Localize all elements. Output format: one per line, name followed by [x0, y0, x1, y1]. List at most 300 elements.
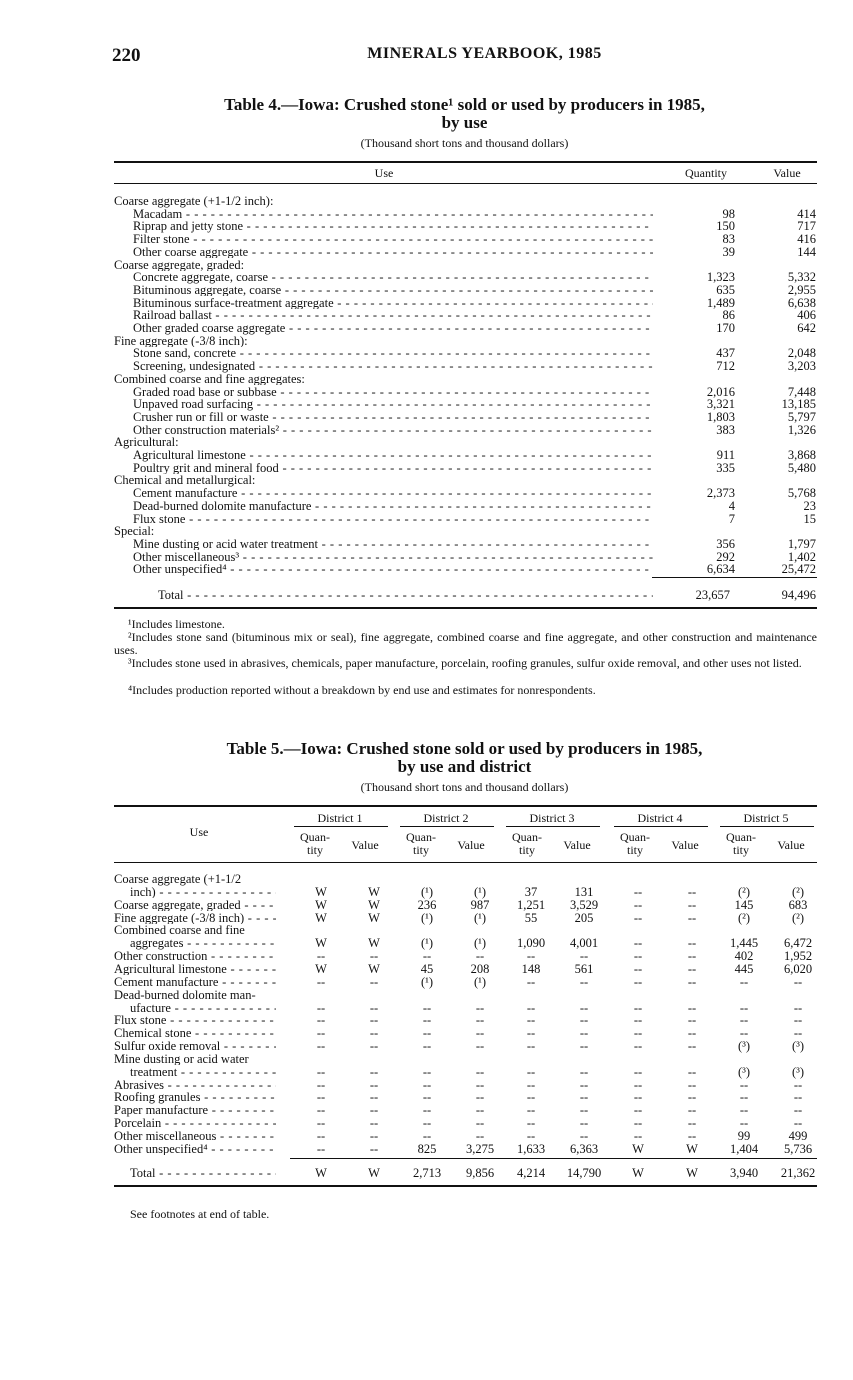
- table5-cell-value: --: [579, 1064, 589, 1079]
- table5-cell-value: --: [633, 910, 643, 925]
- table5-total-cell: [564, 1167, 604, 1180]
- table5-cell: [354, 1040, 394, 1053]
- table5-cell: [618, 950, 658, 963]
- table4-value: 3,868: [787, 448, 816, 462]
- table5-cell: [618, 963, 658, 976]
- table5-row-label: Flux stone - - -: [114, 1014, 276, 1027]
- table5-cell-value: --: [526, 1077, 536, 1092]
- table5-cell-value: --: [687, 1026, 697, 1041]
- table4-row-label: Bituminous surface-treatment aggregate - - -: [133, 297, 653, 310]
- table5-row: [130, 937, 276, 950]
- table5-cell-value: --: [475, 1116, 485, 1131]
- table4-row: [133, 284, 653, 297]
- table5-cell-value: 825: [417, 1141, 437, 1156]
- table5-cell-value: (¹): [420, 974, 434, 989]
- table5-cell-value: --: [475, 1000, 485, 1015]
- table5-row-label: Combined coarse and fine: [114, 924, 245, 937]
- table5-cell: [407, 899, 447, 912]
- table5-cell: [354, 1091, 394, 1104]
- table5-cell-value: --: [369, 1141, 379, 1156]
- table5-total-value: 4,214: [516, 1166, 546, 1180]
- table4-value: 2,955: [787, 282, 816, 297]
- table5-cell-value: --: [316, 974, 326, 989]
- table5-cell: [511, 1130, 551, 1143]
- table5-subheader-quantity: Quan- tity: [726, 830, 756, 857]
- table5-cell: [618, 1040, 658, 1053]
- table5-row: [114, 912, 276, 925]
- table5-cell-value: --: [633, 1077, 643, 1092]
- table5-cell: [301, 1066, 341, 1079]
- table5-cell-value: --: [739, 1116, 749, 1131]
- table4-value-cell: [750, 322, 816, 335]
- table5-cell-value: --: [316, 1013, 326, 1028]
- table4-quantity-cell: [660, 500, 735, 513]
- table4-quantity-cell: [660, 487, 735, 500]
- table5-cell: [511, 1117, 551, 1130]
- table5-cell: [460, 1027, 500, 1040]
- table5-cell: [672, 1117, 712, 1130]
- table4-value: 144: [797, 244, 816, 259]
- table4-quantity-cell: [660, 322, 735, 335]
- table5-total-value: W: [686, 1166, 698, 1180]
- table5-cell-value: --: [369, 1090, 379, 1105]
- table4-row-label: Mine dusting or acid water treatment - - -: [133, 538, 653, 551]
- table5-cell-value: --: [526, 1064, 536, 1079]
- table4-value: 2,048: [787, 346, 816, 361]
- table5-row: [114, 1027, 276, 1040]
- table5-cell-value: --: [369, 1077, 379, 1092]
- table5-cell: [460, 1002, 500, 1015]
- table5-cell: [564, 1027, 604, 1040]
- table5-cell: [618, 1014, 658, 1027]
- table5-cell-value: --: [369, 1000, 379, 1015]
- table5-cell-value: 145: [734, 897, 754, 912]
- table4-row-label: Cement manufacture - - -: [133, 487, 653, 500]
- table5-cell-value: 1,404: [729, 1141, 759, 1156]
- table4-quantity-cell: [660, 220, 735, 233]
- table4-value-cell: [750, 297, 816, 310]
- table5-district-header: District 3: [529, 811, 575, 825]
- table5-total-cell: [407, 1167, 447, 1180]
- table5-cell-value: W: [686, 1141, 698, 1156]
- table5-row: [114, 950, 276, 963]
- table5-cell-value: --: [526, 1013, 536, 1028]
- table5-cell-value: --: [579, 1129, 589, 1143]
- table4-footnote-2: ²Includes stone sand (bituminous mix or seal), fine aggregate, combined coarse and fine aggregate, and other construction and maintenance uses.: [114, 630, 817, 657]
- running-title: MINERALS YEARBOOK, 1985: [367, 45, 602, 62]
- table5-cell: [511, 1040, 551, 1053]
- table4-top-rule: [114, 161, 817, 163]
- table4-value: 5,480: [787, 460, 816, 475]
- table5-cell: [301, 937, 341, 950]
- table4-row-label: Bituminous aggregate, coarse - - -: [133, 284, 653, 297]
- table5-row-label: aggregates - - -: [130, 937, 276, 950]
- table5-cell-value: --: [316, 1141, 326, 1156]
- table5-row: [114, 924, 276, 937]
- table5-cell: [354, 963, 394, 976]
- table5-cell-value: --: [739, 1026, 749, 1041]
- table5-row: [114, 899, 276, 912]
- table5-row: [114, 1104, 276, 1117]
- table5-row: [130, 886, 276, 899]
- table5-cell: [778, 899, 818, 912]
- table5-subheader-quantity: Quan- tity: [512, 830, 542, 857]
- table5-cell: [407, 963, 447, 976]
- table4-value: 406: [797, 308, 816, 323]
- table5-cell: [618, 1079, 658, 1092]
- table5-total-cell: [301, 1167, 341, 1180]
- table5-cell: [778, 1104, 818, 1117]
- table5-cell: [301, 976, 341, 989]
- table5-row-label: Mine dusting or acid water: [114, 1052, 249, 1066]
- table5-cell-value: --: [579, 1103, 589, 1118]
- table5-cell: [511, 1014, 551, 1027]
- table5-cell: [778, 1130, 818, 1143]
- table5-cell: [618, 1143, 658, 1156]
- table5-row: [114, 1079, 276, 1092]
- table5-cell-value: --: [579, 1000, 589, 1015]
- table5-cell-value: --: [579, 1090, 589, 1105]
- table5-cell: [564, 912, 604, 925]
- table5-title-line2: by use and district: [397, 757, 532, 776]
- table4-value: 416: [797, 232, 816, 247]
- table5-row-label: Roofing granules - - -: [114, 1091, 276, 1104]
- table5-row-label: Paper manufacture - - -: [114, 1104, 276, 1117]
- table5-cell-value: --: [422, 1090, 432, 1105]
- table5-row-label: Sulfur oxide removal - - -: [114, 1040, 276, 1053]
- table5-cell: [460, 886, 500, 899]
- table4-quantity: 356: [716, 536, 735, 551]
- table5-cell-value: 561: [574, 961, 594, 976]
- table4-row: [114, 525, 653, 538]
- table5-cell-value: 6,472: [783, 936, 813, 951]
- table5-cell: [407, 1091, 447, 1104]
- table5-cell: [354, 1104, 394, 1117]
- table5-cell: [460, 899, 500, 912]
- table5-cell-value: --: [316, 1129, 326, 1143]
- table4-row-label: Other construction materials² - - -: [133, 424, 653, 437]
- table5-row-label: inch) - - -: [130, 886, 276, 899]
- table5-cell-value: --: [739, 1090, 749, 1105]
- table5-subheader-quantity: Quan- tity: [406, 830, 436, 857]
- table5-title-line1: Table 5.—Iowa: Crushed stone sold or used by producers in 1985,: [226, 739, 703, 758]
- table5-cell-value: 6,363: [569, 1141, 599, 1156]
- table5-cell: [460, 976, 500, 989]
- table4-row: [133, 347, 653, 360]
- table5-subheader-value: Value: [777, 838, 805, 852]
- table4-quantity: 2,016: [706, 384, 735, 399]
- table4-row: [114, 195, 653, 208]
- table5-cell: [301, 1143, 341, 1156]
- table4-row: [114, 259, 653, 272]
- table5-cell-value: --: [633, 1039, 643, 1054]
- table5-cell: [564, 886, 604, 899]
- table5-cell-value: 55: [524, 910, 538, 925]
- table4-row: [133, 500, 653, 513]
- table4-value: 6,638: [787, 295, 816, 310]
- table5-cell-value: 205: [574, 910, 594, 925]
- table5-cell-value: --: [422, 1000, 432, 1015]
- table5-cell-value: --: [422, 1026, 432, 1041]
- table4-row-label: Graded road base or subbase - - -: [133, 386, 653, 399]
- table4-row: [133, 233, 653, 246]
- table5-cell-value: --: [316, 1026, 326, 1041]
- table5-cell: [724, 1130, 764, 1143]
- table5-cell-value: 1,251: [516, 897, 546, 912]
- table4-total-rule: [652, 577, 817, 578]
- table4-value: 25,472: [781, 562, 816, 577]
- table4-quantity: 6,634: [706, 562, 735, 577]
- table4-quantity: 83: [722, 232, 735, 247]
- table5-cell: [672, 1091, 712, 1104]
- table5-cell-value: W: [368, 897, 380, 912]
- table5-cell-value: W: [315, 936, 327, 951]
- table4-row: [133, 398, 653, 411]
- table4-quantity-cell: [660, 309, 735, 322]
- table5-total-cell: [460, 1167, 500, 1180]
- table5-cell-value: --: [579, 949, 589, 964]
- table5-bottom-rule: [114, 1185, 817, 1187]
- table4-value-cell: [750, 233, 816, 246]
- table5-cell: [672, 912, 712, 925]
- table5-cell: [460, 1079, 500, 1092]
- table5-cell: [301, 1027, 341, 1040]
- table4-row-label: Stone sand, concrete - - -: [133, 347, 653, 360]
- table5-cell-value: --: [316, 1116, 326, 1131]
- table4-title-line2: by use: [441, 113, 488, 132]
- table5-cell: [511, 976, 551, 989]
- table5-cell-value: --: [316, 1103, 326, 1118]
- table5-cell: [564, 1079, 604, 1092]
- table4-row-label: Chemical and metallurgical:: [114, 474, 256, 487]
- table5-row-label: Other unspecified⁴ - - -: [114, 1143, 276, 1156]
- table5-cell: [778, 937, 818, 950]
- table5-cell: [672, 1143, 712, 1156]
- table5-cell: [778, 1079, 818, 1092]
- table5-cell: [511, 886, 551, 899]
- table5-cell-value: --: [687, 1064, 697, 1079]
- table5-cell-value: --: [475, 1026, 485, 1041]
- table4-row-label: Screening, undesignated - - -: [133, 360, 653, 373]
- table5-cell: [564, 937, 604, 950]
- table5-cell-value: (²): [737, 884, 751, 899]
- table5-row: [114, 1143, 276, 1156]
- table4-quantity-cell: [660, 449, 735, 462]
- table5-cell-value: --: [793, 1026, 803, 1041]
- table5-cell-value: --: [793, 1013, 803, 1028]
- table4-row: [133, 563, 653, 576]
- table5-cell: [460, 1014, 500, 1027]
- table5-cell-value: --: [739, 1000, 749, 1015]
- table5-row: [130, 1066, 276, 1079]
- table5-cell-value: --: [687, 961, 697, 976]
- table5-cell: [460, 963, 500, 976]
- table5-cell: [511, 899, 551, 912]
- table4-row: [133, 386, 653, 399]
- table4-row-label: Concrete aggregate, coarse - - -: [133, 271, 653, 284]
- table4-quantity-cell: [660, 233, 735, 246]
- table5-cell-value: 445: [734, 961, 754, 976]
- table4-quantity: 335: [716, 460, 735, 475]
- table5-district-header: District 1: [317, 811, 363, 825]
- table5-cell: [301, 1002, 341, 1015]
- table5-cell-value: --: [687, 974, 697, 989]
- table5-cell: [672, 1079, 712, 1092]
- table4-value-cell: [750, 208, 816, 221]
- table5-cell: [407, 1040, 447, 1053]
- table5-cell: [460, 1040, 500, 1053]
- table4-quantity-cell: [660, 424, 735, 437]
- table4-header-use: Use: [374, 166, 394, 180]
- table5-cell: [354, 886, 394, 899]
- table4-quantity: 150: [716, 219, 735, 234]
- table4-row: [133, 462, 653, 475]
- table5-cell: [618, 1104, 658, 1117]
- table5-cell-value: (¹): [473, 974, 487, 989]
- table5-cell: [724, 1027, 764, 1040]
- table4-quantity: 39: [722, 244, 735, 259]
- table5-total-value: 9,856: [465, 1166, 495, 1180]
- table5-cell-value: --: [526, 1129, 536, 1143]
- table5-row-label: Cement manufacture - - -: [114, 976, 276, 989]
- table5-cell-value: --: [422, 1077, 432, 1092]
- table5-cell-value: --: [475, 1103, 485, 1118]
- table5-total-value: W: [632, 1166, 644, 1180]
- table5-cell: [564, 1091, 604, 1104]
- table5-row-label: Fine aggregate (-3/8 inch) - - -: [114, 912, 276, 925]
- table5-cell: [301, 1079, 341, 1092]
- table5-cell-value: --: [579, 1026, 589, 1041]
- table5-cell: [618, 886, 658, 899]
- table4-row-label: Agricultural:: [114, 436, 179, 449]
- table4-header-value: Value: [773, 166, 801, 180]
- table4-quantity: 292: [716, 549, 735, 564]
- table4-row: [114, 436, 653, 449]
- table5-cell: [672, 1040, 712, 1053]
- table5-cell-value: --: [526, 1039, 536, 1054]
- table5-cell: [460, 950, 500, 963]
- table4-value-cell: [750, 411, 816, 424]
- table5-cell-value: W: [368, 910, 380, 925]
- table4-row-label: Coarse aggregate, graded:: [114, 258, 245, 271]
- table5-total-value: 2,713: [412, 1166, 442, 1180]
- table4-value: 5,797: [787, 409, 816, 424]
- table5-cell: [672, 1014, 712, 1027]
- table5-cell: [407, 1027, 447, 1040]
- table5-cell-value: W: [315, 884, 327, 899]
- table4-value: 1,402: [787, 549, 816, 564]
- table4-value-cell: [750, 538, 816, 551]
- table5-cell-value: --: [687, 910, 697, 925]
- table4-row-label: Railroad ballast - - -: [133, 309, 653, 322]
- table4-value-cell: [750, 398, 816, 411]
- table5-cell: [672, 937, 712, 950]
- table5-cell-value: 148: [521, 961, 541, 976]
- table5-cell: [724, 963, 764, 976]
- table5-cell-value: --: [316, 1090, 326, 1105]
- table5-cell: [407, 886, 447, 899]
- table4-quantity-cell: [660, 246, 735, 259]
- table5-cell-value: --: [475, 1090, 485, 1105]
- table5-cell-value: --: [475, 1013, 485, 1028]
- table4-quantity-cell: [660, 513, 735, 526]
- table5-total-label: Total - - -: [130, 1167, 276, 1180]
- table5-cell: [301, 886, 341, 899]
- table5-cell: [354, 1079, 394, 1092]
- table4-quantity: 2,373: [706, 486, 735, 501]
- table4-quantity-cell: [660, 398, 735, 411]
- table5-subheader-quantity: Quan- tity: [300, 830, 330, 857]
- table4-row: [133, 208, 653, 221]
- table5-cell: [618, 912, 658, 925]
- table5-cell: [511, 1066, 551, 1079]
- table5-cell: [618, 976, 658, 989]
- table5-cell: [778, 1091, 818, 1104]
- table5-cell-value: --: [633, 949, 643, 964]
- table5-cell: [354, 950, 394, 963]
- table5-cell: [778, 1040, 818, 1053]
- table5-total-value: 3,940: [729, 1166, 759, 1180]
- table5-cell-value: --: [475, 1077, 485, 1092]
- table5-cell: [724, 1104, 764, 1117]
- table4-value: 23: [803, 498, 816, 513]
- table5-row: [114, 1091, 276, 1104]
- table5-row-label: Other miscellaneous - - -: [114, 1130, 276, 1143]
- table4-value: 5,332: [787, 270, 816, 285]
- table5-cell-value: --: [475, 1064, 485, 1079]
- table5-cell-value: 1,090: [516, 936, 546, 951]
- table5-cell: [407, 1143, 447, 1156]
- table5-row: [114, 1014, 276, 1027]
- table5-cell-value: --: [369, 1129, 379, 1143]
- table5-cell: [301, 950, 341, 963]
- table4-quantity: 1,803: [706, 409, 735, 424]
- table4-row: [133, 551, 653, 564]
- table5-cell-value: --: [369, 974, 379, 989]
- table4-quantity: 4: [728, 498, 735, 513]
- table5-cell: [301, 1014, 341, 1027]
- table5-total-value: W: [315, 1166, 327, 1180]
- table5-cell-value: --: [369, 1026, 379, 1041]
- table5-cell: [407, 1014, 447, 1027]
- table5-cell-value: --: [475, 949, 485, 964]
- table5-cell-value: --: [793, 1000, 803, 1015]
- table5-cell: [407, 1104, 447, 1117]
- table5-cell: [511, 1079, 551, 1092]
- table4-value: 7,448: [787, 384, 816, 399]
- table5-row-label: Other construction - - -: [114, 950, 276, 963]
- table5-cell: [407, 937, 447, 950]
- table5-cell-value: --: [793, 1077, 803, 1092]
- table5-total-cell: [618, 1167, 658, 1180]
- table4-quantity: 911: [716, 448, 735, 462]
- table5-cell: [564, 1002, 604, 1015]
- table5-cell: [564, 963, 604, 976]
- table5-row: [114, 1130, 276, 1143]
- table4-value: 15: [803, 511, 816, 526]
- table4-row-label: Other miscellaneous³ - - -: [133, 551, 653, 564]
- table5-cell-value: --: [739, 974, 749, 989]
- table5-district-rule: [400, 826, 494, 827]
- table5-cell: [301, 1130, 341, 1143]
- table5-district-header: District 4: [637, 811, 683, 825]
- table5-cell: [511, 912, 551, 925]
- table5-cell-value: --: [369, 1103, 379, 1118]
- table5-cell: [564, 1040, 604, 1053]
- table5-cell: [724, 899, 764, 912]
- table5-cell: [724, 886, 764, 899]
- table5-cell: [301, 899, 341, 912]
